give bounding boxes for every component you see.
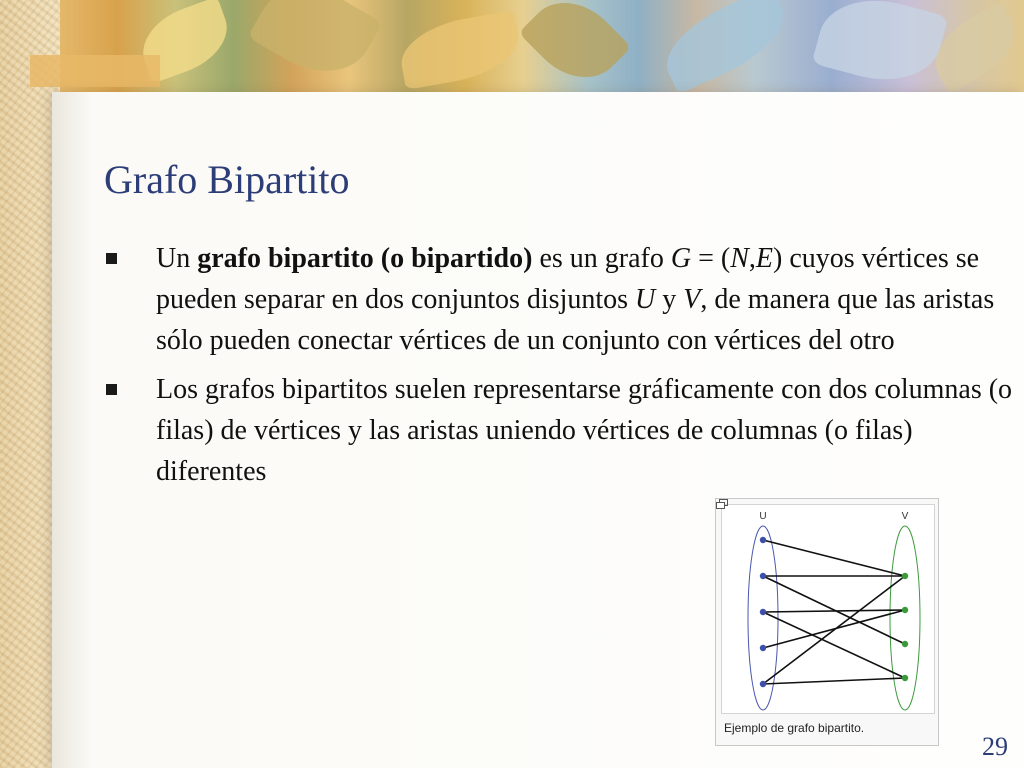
page-number: 29 — [982, 732, 1008, 761]
bullet-representation — [104, 369, 1019, 492]
text-run: , de manera que las aristas sólo pueden conectar vértices de un conjunto con vértices del otro — [156, 284, 995, 356]
graph-canvas — [721, 504, 935, 714]
text-run: Los grafos bipartitos suelen representarse gráficamente con dos columnas (o filas) de vértices y las aristas uniendo vértices de columnas (o filas) diferentes — [156, 374, 1013, 487]
label-v: V — [901, 511, 909, 522]
figure-caption: Ejemplo de grafo bipartito. — [724, 721, 865, 735]
text-run: = ( — [691, 243, 731, 274]
vertex-u — [760, 645, 766, 651]
decorative-tape — [30, 55, 160, 87]
math-symbol: G — [670, 243, 692, 274]
vertex-v — [902, 675, 908, 681]
slide-title: Grafo Bipartito — [104, 157, 350, 202]
vertex-u — [760, 681, 766, 687]
bold-term: (o bipartido) — [380, 243, 533, 274]
bipartite-graph-figure — [715, 498, 939, 746]
bullet-list — [104, 238, 1019, 500]
text-run: es un grafo — [532, 243, 671, 274]
vertex-u — [760, 537, 766, 543]
text-run: Un — [156, 243, 198, 274]
vertex-u — [760, 573, 766, 579]
text-run: , — [748, 243, 756, 274]
bullet-square-icon — [106, 384, 117, 395]
math-symbol: U — [635, 284, 656, 315]
decorative-collage-strip — [60, 0, 1024, 92]
graph-edge — [763, 678, 905, 684]
set-v-ellipse — [890, 526, 920, 710]
text-run: ) cuyos vértices se pueden separar en dos conjuntos disjuntos — [156, 243, 980, 315]
math-symbol: E — [755, 243, 774, 274]
bold-term: grafo bipartito — [197, 243, 374, 274]
bullet-square-icon — [106, 253, 117, 264]
math-symbol: V — [683, 284, 701, 315]
text-run: y — [655, 284, 684, 315]
text-run — [374, 243, 381, 274]
label-u: U — [759, 511, 767, 522]
bullet-text — [156, 243, 994, 356]
bullet-text — [156, 374, 1012, 487]
bullet-definition — [104, 238, 1019, 361]
background-parchment — [0, 0, 60, 768]
graph-edge — [763, 540, 905, 576]
graph-edge — [763, 610, 905, 612]
vertex-u — [760, 609, 766, 615]
vertex-v — [902, 641, 908, 647]
vertex-v — [902, 607, 908, 613]
math-symbol: N — [730, 243, 749, 274]
bipartite-graph-diagram — [722, 505, 934, 713]
vertex-v — [902, 573, 908, 579]
enlarge-icon[interactable] — [716, 499, 728, 509]
